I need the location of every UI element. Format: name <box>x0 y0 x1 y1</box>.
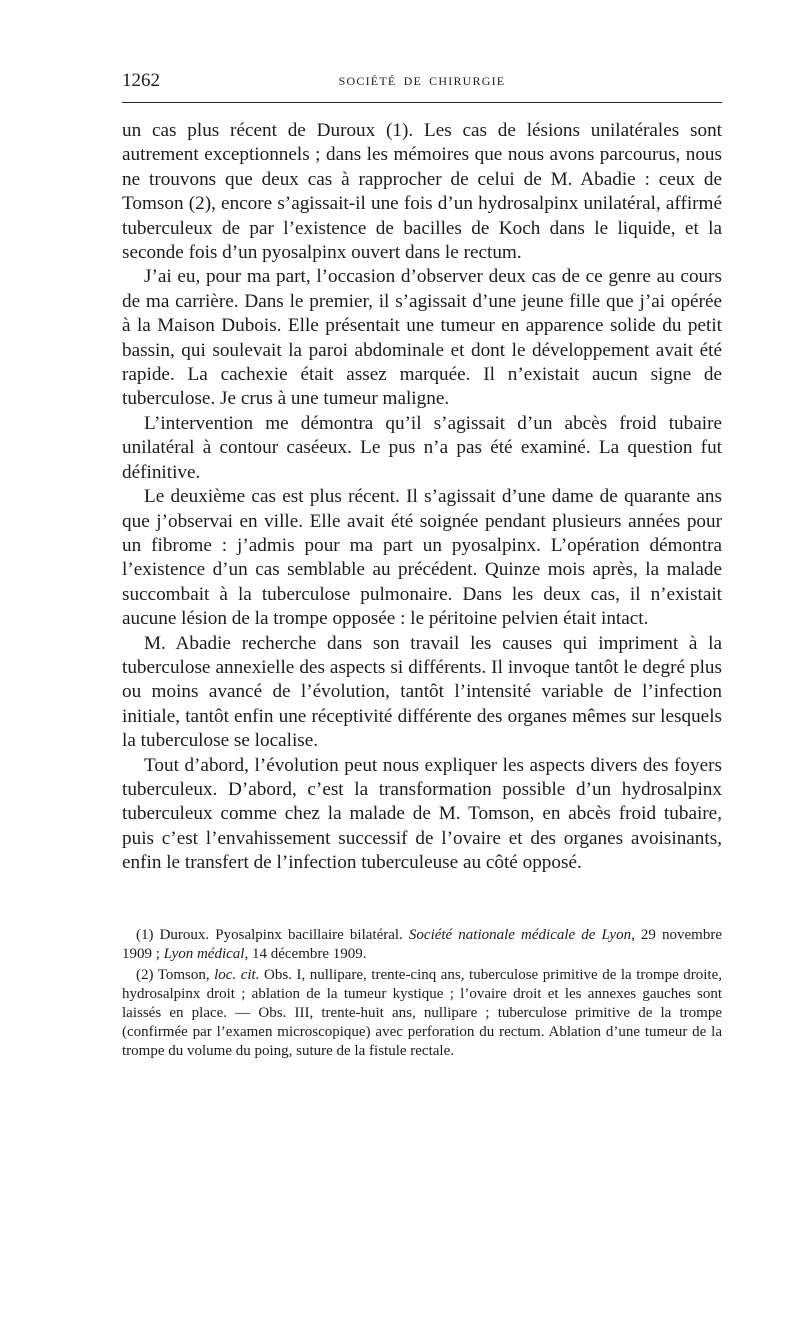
footnote-text: , 14 décembre 1909. <box>244 945 367 962</box>
paragraph: un cas plus récent de Duroux (1). Les cas de lésions unilatérales sont autrement exceptionnels ; dans les mémoires que nous avons parcourus, nous ne trouvons que deux cas à rapprocher de celui de M. Abadie : ceux de Tomson (2), encore s’agissait-il une fois d’un hydrosalpinx unilatéral, affirmé tuberculeux de par l’existence de bacilles de Koch dans le liquide, et la seconde fois d’un pyosalpinx ouvert dans le rectum. <box>122 120 722 264</box>
journal-title: Société nationale médicale de Lyon <box>408 926 632 943</box>
body-text <box>122 119 722 876</box>
page-number: 1262 <box>122 70 160 91</box>
paragraph: J’ai eu, pour ma part, l’occasion d’observer deux cas de ce genre au cours de ma carrière. Dans le premier, il s’agissait d’une jeune fille que j’ai opérée à la Maison Dubois. Elle présentait une tumeur en apparence solide du petit bassin, qui soulevait la paroi abdominale et dont le développement avait été rapide. La cachexie était assez marquée. Il n’existait aucun signe de tuberculose. Je crus à une tumeur maligne. <box>122 266 722 410</box>
book-page <box>122 68 722 1278</box>
paragraph: Tout d’abord, l’évolution peut nous expliquer les aspects divers des foyers tuberculeux. D’abord, c’est la transformation possible d’un hydrosalpinx tuberculeux comme chez la malade de M. Tomson, en abcès froid tubaire, puis c’est l’envahissement successif de l’ovaire et des organes avoisinants, enfin le transfert de l’infection tuberculeuse au côté opposé. <box>122 754 722 874</box>
paragraph: M. Abadie recherche dans son travail les causes qui impriment à la tuberculose annexielle des aspects si différents. Il invoque tantôt le degré plus ou moins avancé de l’évolution, tantôt l’intensité variable de l’infection initiale, tantôt enfin une réceptivité différente des organes mêmes sur lesquels la tuberculose se localise. <box>122 632 722 752</box>
running-title: SOCIÉTÉ DE CHIRURGIE <box>338 74 506 88</box>
journal-title: Lyon médical <box>163 945 245 962</box>
paragraph: Le deuxième cas est plus récent. Il s’agissait d’une dame de quarante ans que j’observai en ville. Elle avait été soignée pendant plusieurs années pour un fibrome : j’admis pour ma part un pyosalpinx. L’opération démontra l’existence d’un cas semblable au précédent. Quinze mois après, la malade succombait à la tuberculose pulmonaire. Dans les deux cas, il n’existait aucune lésion de la trompe opposée : le péritoine pelvien était intact. <box>122 486 722 630</box>
footnotes <box>122 926 722 1061</box>
footnote-marker: (2) <box>136 966 158 983</box>
footnote-text: Duroux. Pyosalpinx bacillaire bilatéral. <box>159 926 409 943</box>
footnote-2 <box>122 966 722 1061</box>
footnote-marker: (1) <box>136 926 160 943</box>
paragraph: L’intervention me démontra qu’il s’agissait d’un abcès froid tubaire unilatéral à contour caséeux. Le pus n’a pas été examiné. La question fut définitive. <box>122 412 722 483</box>
footnote-text: Tomson, <box>157 966 215 983</box>
footnote-1 <box>122 926 722 964</box>
footnote-text: Obs. I, nullipare, trente-cinq ans, tuberculose primitive de la trompe droite, hydrosalpinx droit ; ablation de la tumeur kystique ; l’ovaire droit et les annexes gauches sont laissés en place. — Obs. III, trente-huit ans, nullipare ; tuberculose primitive de la trompe (confirmée par l’examen microscopique) avec perforation du rectum. Ablation d’une tumeur de la trompe du volume du poing, suture de la fistule rectale. <box>122 966 722 1059</box>
citation-reference: loc. cit. <box>214 966 260 983</box>
page-header <box>122 68 722 103</box>
footnote-text: , 29 novembre 1909 ; <box>122 926 723 962</box>
